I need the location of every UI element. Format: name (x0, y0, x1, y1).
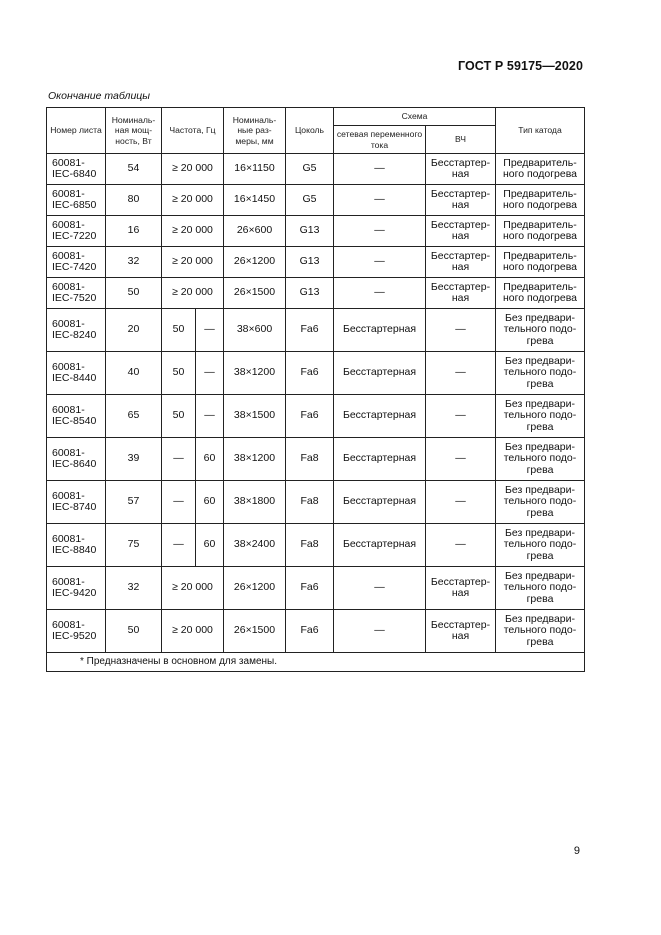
cell-rated-power: 39 (106, 438, 162, 481)
lamp-spec-table (46, 107, 585, 672)
cell-base: G13 (286, 278, 334, 309)
cell-rated-dimensions: 38×2400 (224, 524, 286, 567)
header-scheme-hf: ВЧ (426, 126, 496, 154)
cell-sheet-number: 60081-IEC-8640 (47, 438, 106, 481)
cell-base: Fa6 (286, 610, 334, 653)
table-row (47, 395, 585, 438)
cell-frequency-60: — (196, 309, 224, 352)
cell-sheet-number: 60081-IEC-8840 (47, 524, 106, 567)
document-code: ГОСТ Р 59175—2020 (457, 59, 583, 73)
cell-frequency: ≥ 20 000 (162, 610, 224, 653)
cell-scheme-hf: — (426, 395, 496, 438)
cell-rated-power: 54 (106, 154, 162, 185)
cell-rated-dimensions: 26×1200 (224, 567, 286, 610)
cell-frequency: ≥ 20 000 (162, 185, 224, 216)
cell-sheet-number: 60081-IEC-8540 (47, 395, 106, 438)
cell-rated-dimensions: 38×1500 (224, 395, 286, 438)
cell-rated-dimensions: 16×1450 (224, 185, 286, 216)
cell-scheme-hf: — (426, 524, 496, 567)
cell-frequency-50: — (162, 524, 196, 567)
cell-frequency-60: 60 (196, 438, 224, 481)
table-row (47, 524, 585, 567)
cell-scheme-ac: — (334, 216, 426, 247)
cell-base: Fa6 (286, 352, 334, 395)
table-row (47, 309, 585, 352)
cell-scheme-ac: Бесстартерная (334, 481, 426, 524)
cell-sheet-number: 60081-IEC-8440 (47, 352, 106, 395)
cell-scheme-hf: — (426, 352, 496, 395)
cell-frequency-50: — (162, 481, 196, 524)
cell-frequency-50: 50 (162, 309, 196, 352)
cell-scheme-ac: Бесстартерная (334, 309, 426, 352)
cell-rated-dimensions: 38×1200 (224, 352, 286, 395)
cell-base: G5 (286, 185, 334, 216)
cell-frequency: ≥ 20 000 (162, 567, 224, 610)
cell-rated-power: 65 (106, 395, 162, 438)
cell-base: Fa8 (286, 524, 334, 567)
cell-scheme-ac: — (334, 610, 426, 653)
cell-cathode-type: Предваритель-ного подогрева (496, 216, 585, 247)
table-row (47, 185, 585, 216)
cell-sheet-number: 60081-IEC-7420 (47, 247, 106, 278)
cell-scheme-hf: Бесстартер-ная (426, 154, 496, 185)
cell-frequency-50: 50 (162, 352, 196, 395)
cell-base: Fa6 (286, 309, 334, 352)
table-row (47, 247, 585, 278)
cell-cathode-type: Без предвари-тельного подо-грева (496, 438, 585, 481)
header-frequency: Частота, Гц (162, 108, 224, 154)
cell-frequency-50: — (162, 438, 196, 481)
cell-scheme-hf: Бесстартер-ная (426, 567, 496, 610)
header-scheme: Схема (334, 108, 496, 126)
cell-scheme-ac: Бесстартерная (334, 438, 426, 481)
table-footnote: * Предназначены в основном для замены. (47, 653, 585, 672)
cell-cathode-type: Без предвари-тельного подо-грева (496, 352, 585, 395)
header-base: Цоколь (286, 108, 334, 154)
cell-scheme-hf: — (426, 309, 496, 352)
cell-cathode-type: Без предвари-тельного подо-грева (496, 524, 585, 567)
table-row (47, 481, 585, 524)
cell-rated-power: 80 (106, 185, 162, 216)
cell-sheet-number: 60081-IEC-6840 (47, 154, 106, 185)
table-row (47, 438, 585, 481)
table-row (47, 278, 585, 309)
cell-cathode-type: Предваритель-ного подогрева (496, 185, 585, 216)
cell-scheme-hf: Бесстартер-ная (426, 610, 496, 653)
cell-rated-dimensions: 26×1500 (224, 610, 286, 653)
cell-cathode-type: Без предвари-тельного подо-грева (496, 567, 585, 610)
header-cathode-type: Тип катода (496, 108, 585, 154)
cell-frequency-50: 50 (162, 395, 196, 438)
page-number: 9 (573, 845, 580, 857)
table-row (47, 567, 585, 610)
table-body (47, 154, 585, 653)
cell-rated-dimensions: 26×600 (224, 216, 286, 247)
cell-scheme-hf: — (426, 438, 496, 481)
cell-rated-dimensions: 38×1800 (224, 481, 286, 524)
cell-cathode-type: Предваритель-ного подогрева (496, 247, 585, 278)
cell-sheet-number: 60081-IEC-9520 (47, 610, 106, 653)
cell-rated-dimensions: 26×1200 (224, 247, 286, 278)
cell-sheet-number: 60081-IEC-9420 (47, 567, 106, 610)
cell-scheme-ac: — (334, 185, 426, 216)
cell-base: G5 (286, 154, 334, 185)
cell-frequency: ≥ 20 000 (162, 216, 224, 247)
cell-cathode-type: Без предвари-тельного подо-грева (496, 309, 585, 352)
cell-scheme-ac: Бесстартерная (334, 352, 426, 395)
cell-rated-dimensions: 16×1150 (224, 154, 286, 185)
cell-frequency-60: 60 (196, 524, 224, 567)
cell-scheme-ac: — (334, 567, 426, 610)
cell-scheme-ac: Бесстартерная (334, 524, 426, 567)
cell-base: G13 (286, 247, 334, 278)
cell-scheme-ac: — (334, 154, 426, 185)
cell-sheet-number: 60081-IEC-7220 (47, 216, 106, 247)
table-row (47, 610, 585, 653)
cell-rated-power: 32 (106, 247, 162, 278)
cell-scheme-hf: Бесстартер-ная (426, 278, 496, 309)
cell-cathode-type: Предваритель-ного подогрева (496, 278, 585, 309)
cell-scheme-hf: Бесстартер-ная (426, 185, 496, 216)
header-scheme-ac: сетевая переменного тока (334, 126, 426, 154)
cell-frequency-60: — (196, 395, 224, 438)
cell-rated-power: 20 (106, 309, 162, 352)
cell-cathode-type: Без предвари-тельного подо-грева (496, 395, 585, 438)
cell-base: G13 (286, 216, 334, 247)
header-rated-dimensions: Номиналь-ные раз-меры, мм (224, 108, 286, 154)
cell-rated-power: 75 (106, 524, 162, 567)
table-row (47, 216, 585, 247)
cell-scheme-hf: Бесстартер-ная (426, 216, 496, 247)
table-row (47, 352, 585, 395)
cell-base: Fa8 (286, 438, 334, 481)
cell-cathode-type: Предваритель-ного подогрева (496, 154, 585, 185)
cell-frequency-60: 60 (196, 481, 224, 524)
cell-scheme-ac: Бесстартерная (334, 395, 426, 438)
cell-base: Fa8 (286, 481, 334, 524)
cell-sheet-number: 60081-IEC-6850 (47, 185, 106, 216)
table-row (47, 154, 585, 185)
table-caption: Окончание таблицы (48, 90, 151, 102)
cell-rated-power: 40 (106, 352, 162, 395)
cell-rated-power: 32 (106, 567, 162, 610)
cell-cathode-type: Без предвари-тельного подо-грева (496, 610, 585, 653)
header-rated-power: Номиналь-ная мощ-ность, Вт (106, 108, 162, 154)
cell-rated-power: 50 (106, 610, 162, 653)
cell-sheet-number: 60081-IEC-8740 (47, 481, 106, 524)
cell-rated-dimensions: 26×1500 (224, 278, 286, 309)
cell-base: Fa6 (286, 567, 334, 610)
cell-scheme-hf: — (426, 481, 496, 524)
cell-base: Fa6 (286, 395, 334, 438)
cell-rated-dimensions: 38×1200 (224, 438, 286, 481)
cell-frequency: ≥ 20 000 (162, 247, 224, 278)
cell-scheme-ac: — (334, 247, 426, 278)
cell-scheme-hf: Бесстартер-ная (426, 247, 496, 278)
cell-sheet-number: 60081-IEC-7520 (47, 278, 106, 309)
cell-rated-power: 57 (106, 481, 162, 524)
cell-frequency-60: — (196, 352, 224, 395)
cell-frequency: ≥ 20 000 (162, 154, 224, 185)
cell-rated-dimensions: 38×600 (224, 309, 286, 352)
cell-sheet-number: 60081-IEC-8240 (47, 309, 106, 352)
header-sheet-number: Номер листа (47, 108, 106, 154)
cell-cathode-type: Без предвари-тельного подо-грева (496, 481, 585, 524)
cell-frequency: ≥ 20 000 (162, 278, 224, 309)
cell-scheme-ac: — (334, 278, 426, 309)
cell-rated-power: 16 (106, 216, 162, 247)
cell-rated-power: 50 (106, 278, 162, 309)
